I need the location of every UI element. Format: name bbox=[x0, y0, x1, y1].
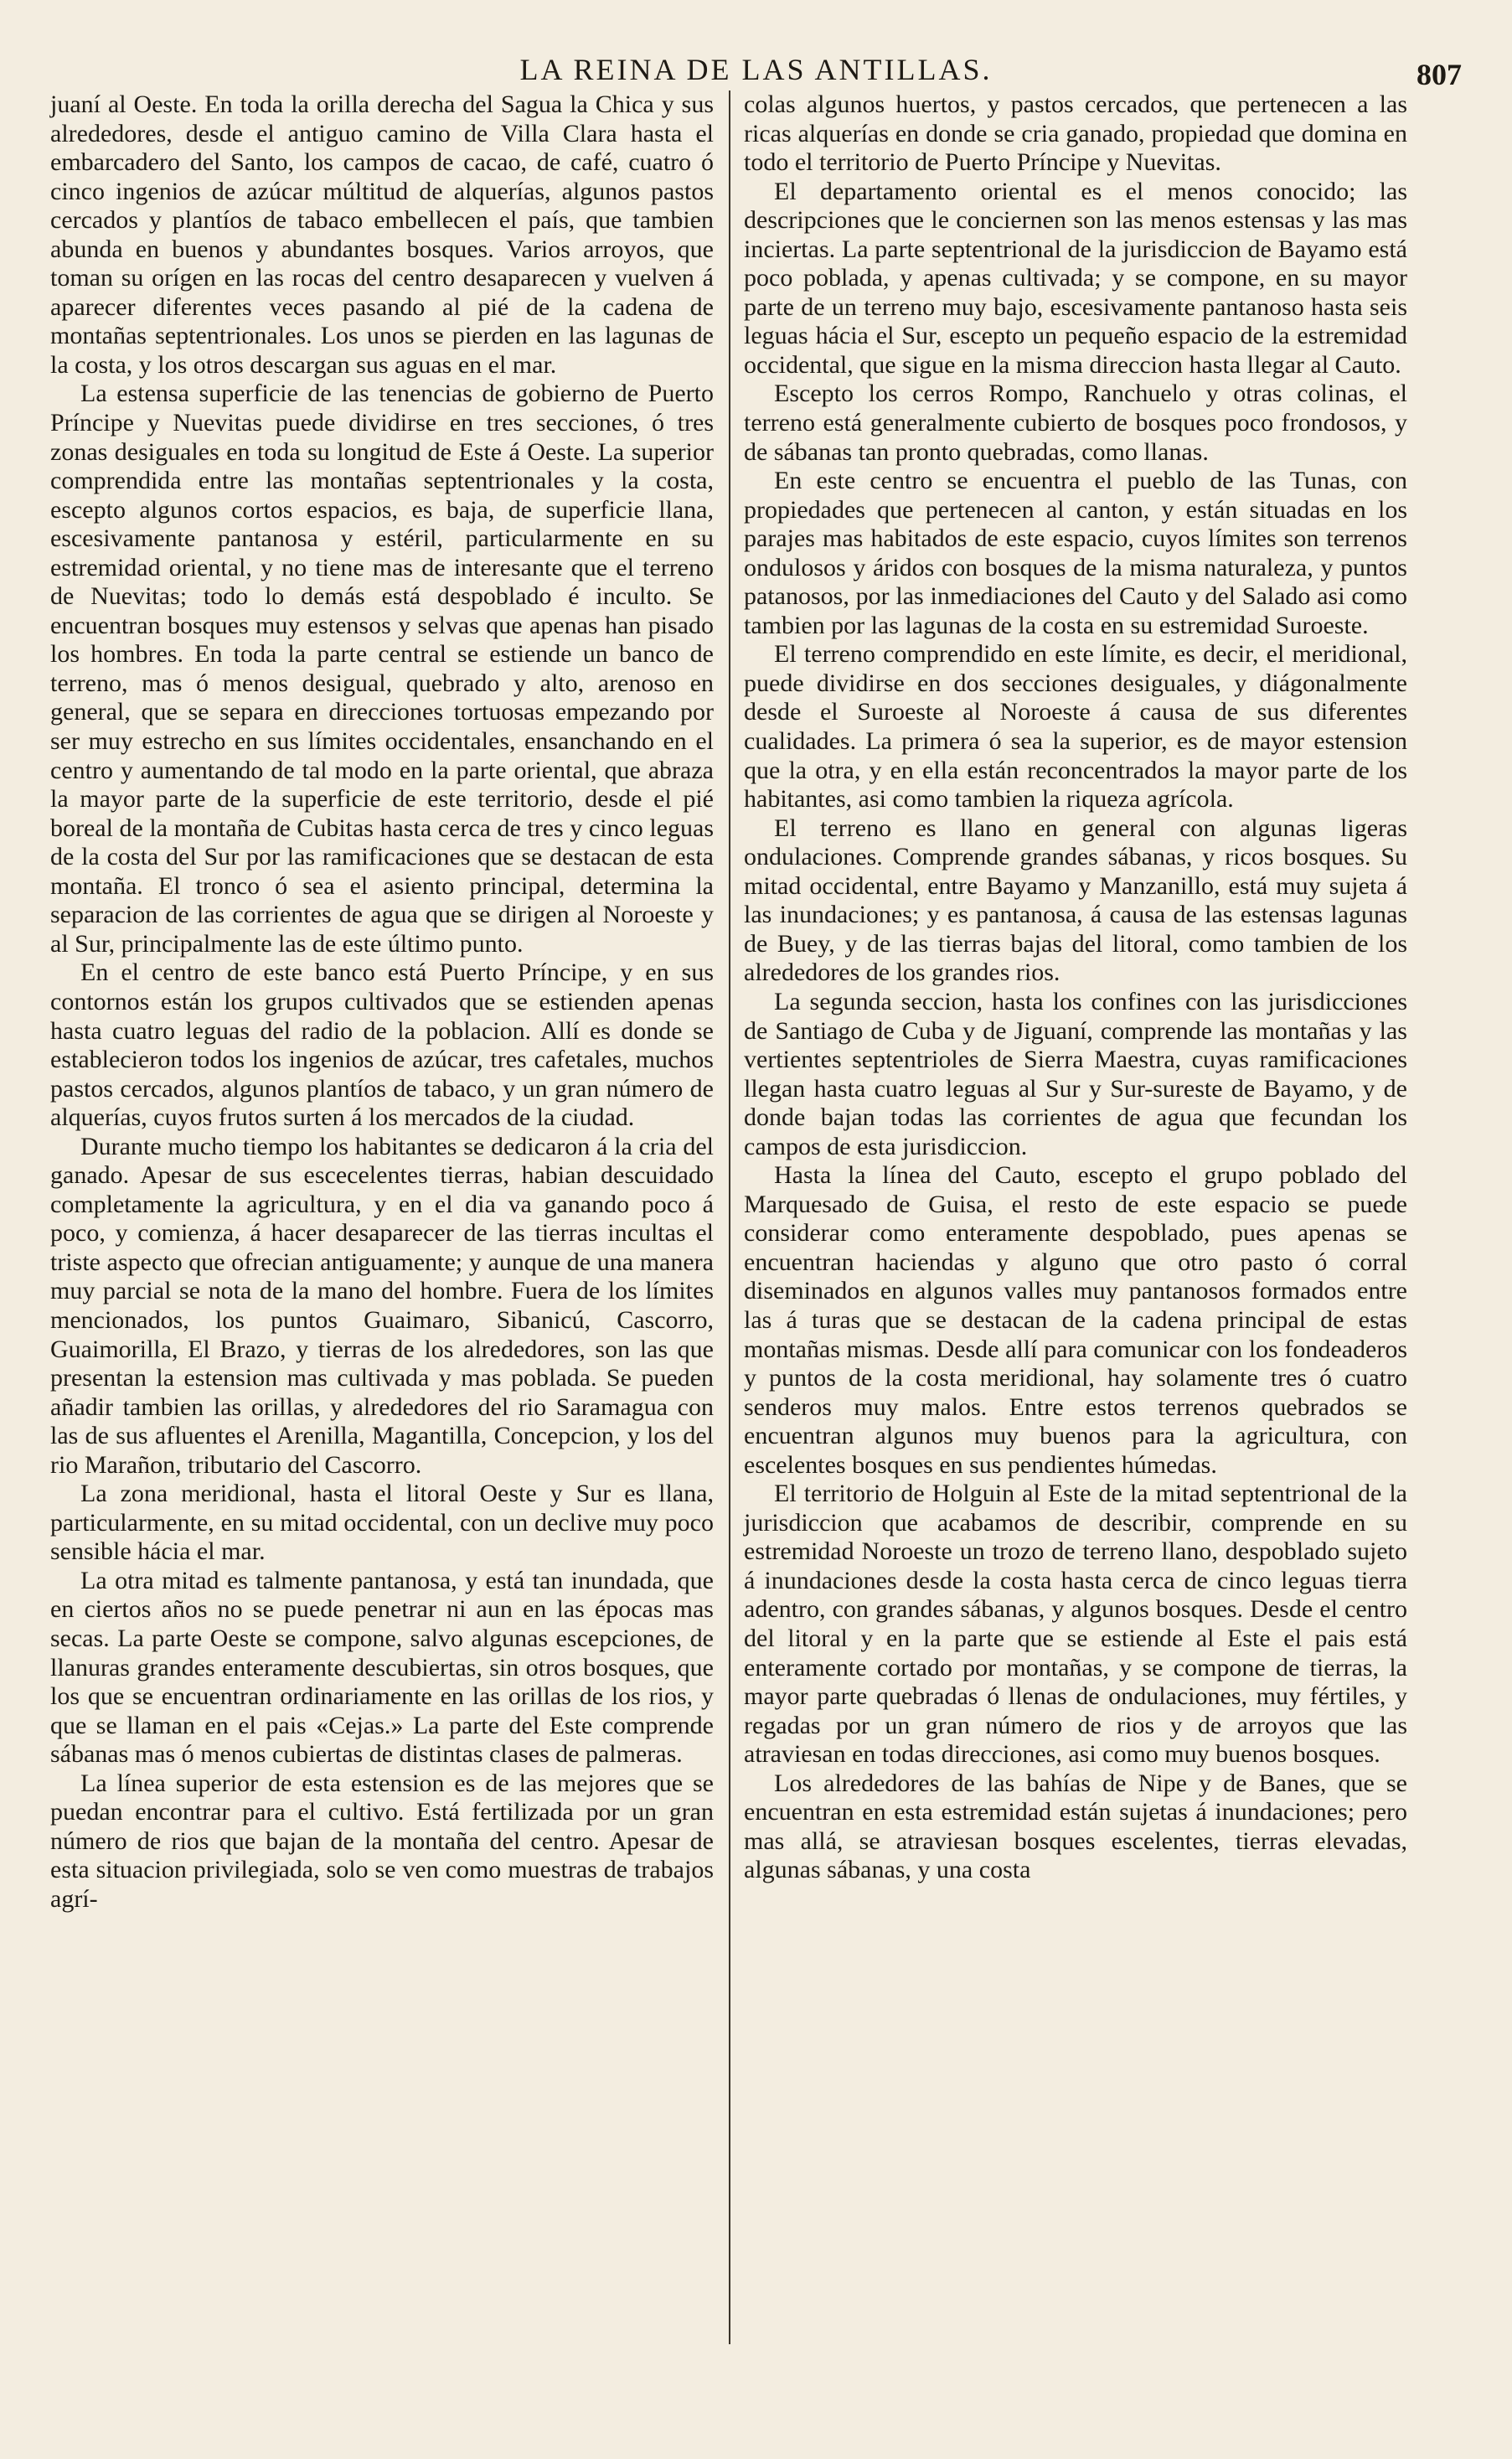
running-title: LA REINA DE LAS ANTILLAS. bbox=[519, 53, 993, 86]
page-header bbox=[50, 49, 1462, 90]
paragraph: La otra mitad es talmente pantanosa, y está tan inundada, que en ciertos años no se puede penetrar ni aun en las épocas mas secas. La parte Oeste se compone, salvo algunas escepciones, de llanuras grandes enteramente descubiertas, sin otros bosques, que los que se encuentran ordinariamente en las orillas de los rios, y que se llaman en el pais «Cejas.» La parte del Este comprende sábanas mas ó menos cubiertas de distintas clases de palmeras. bbox=[50, 1566, 714, 1769]
left-column bbox=[50, 90, 714, 1914]
paragraph: El terreno comprendido en este límite, es decir, el meridional, puede dividirse en dos secciones desiguales, y diágonalmente desde el Suroeste al Noroeste á causa de sus diferentes cualidades. La primera ó sea la superior, es de mayor estension que la otra, y en ella están reconcentrados la mayor parte de los habitantes, asi como tambien la riqueza agrícola. bbox=[744, 640, 1407, 814]
paragraph: El terreno es llano en general con algunas ligeras ondulaciones. Comprende grandes sábanas, y ricos bosques. Su mitad occidental, entre Bayamo y Manzanillo, está muy sujeta á las inundaciones; y es pantanosa, á causa de las estensas lagunas de Buey, y de las tierras bajas del litoral, como tambien de los alrededores de los grandes rios. bbox=[744, 814, 1407, 987]
paragraph: juaní al Oeste. En toda la orilla derecha del Sagua la Chica y sus alrededores, desde el antiguo camino de Villa Clara hasta el embarcadero del Santo, los campos de cacao, de café, cuatro ó cinco ingenios de azúcar múltitud de alquerías, algunos pastos cercados y plantíos de tabaco embellecen el país, que tambien abunda en buenos y abundantes bosques. Varios arroyos, que toman su orígen en las rocas del centro desaparecen y vuelven á aparecer diferentes veces pasando al pié de la cadena de montañas septentrionales. Los unos se pierden en las lagunas de la costa, y los otros descargan sus aguas en el mar. bbox=[50, 90, 714, 379]
paragraph: La segunda seccion, hasta los confines con las jurisdicciones de Santiago de Cuba y de Jiguaní, comprende las montañas y las vertientes septentrioles de Sierra Maestra, cuyas ramificaciones llegan hasta cuatro leguas al Sur y Sur-sureste de Bayamo, y de donde bajan todas las corrientes de agua que fecundan los campos de esta jurisdiccion. bbox=[744, 987, 1407, 1160]
paragraph: Los alrededores de las bahías de Nipe y de Banes, que se encuentran en esta estremidad están sujetas á inundaciones; pero mas allá, se atraviesan bosques escelentes, tierras elevadas, algunas sábanas, y una costa bbox=[744, 1769, 1407, 1884]
paragraph: La zona meridional, hasta el litoral Oeste y Sur es llana, particularmente, en su mitad occidental, con un declive muy poco sensible hácia el mar. bbox=[50, 1480, 714, 1566]
column-divider bbox=[729, 90, 730, 2344]
paragraph: colas algunos huertos, y pastos cercados, que pertenecen a las ricas alquerías en donde se cria ganado, propiedad que domina en todo el territorio de Puerto Príncipe y Nuevitas. bbox=[744, 90, 1407, 177]
text-columns bbox=[50, 90, 1462, 2353]
paragraph: En este centro se encuentra el pueblo de las Tunas, con propiedades que pertenecen al canton, y están situadas en los parajes mas habitados de este espacio, cuyos límites son terrenos ondulosos y áridos con bosques de la misma naturaleza, y puntos patanosos, por las inmediaciones del Cauto y del Salado asi como tambien por las lagunas de la costa en su estremidad Suroeste. bbox=[744, 467, 1407, 639]
right-column bbox=[744, 90, 1407, 1885]
paragraph: Hasta la línea del Cauto, escepto el grupo poblado del Marquesado de Guisa, el resto de este espacio se puede considerar como enteramente despoblado, pues apenas se encuentran haciendas y alguno que otro pasto ó corral diseminados en algunos valles muy pantanosos formados entre las á turas que se destacan de la cadena principal de estas montañas mismas. Desde allí para comunicar con los fondeaderos y puntos de la costa meridional, hay solamente tres ó cuatro senderos muy malos. Entre estos terrenos quebrados se encuentran algunos muy buenos para la agricultura, con escelentes bosques en sus pendientes húmedas. bbox=[744, 1161, 1407, 1479]
paragraph: El territorio de Holguin al Este de la mitad septentrional de la jurisdiccion que acabamos de describir, comprende en su estremidad Noroeste un trozo de terreno llano, despoblado sujeto á inundaciones desde la costa hasta cerca de cinco leguas tierra adentro, con grandes sábanas, y algunos bosques. Desde el centro del litoral y en la parte que se estiende al Este el pais está enteramente cortado por montañas, y se compone de tierras, la mayor parte quebradas ó llenas de ondulaciones, muy fértiles, y regadas por un gran número de rios y de arroyos que las atraviesan en todas direcciones, asi como muy buenos bosques. bbox=[744, 1480, 1407, 1769]
paragraph: La línea superior de esta estension es de las mejores que se puedan encontrar para el cultivo. Está fertilizada por un gran número de rios que bajan de la montaña del centro. Apesar de esta situacion privilegiada, solo se ven como muestras de trabajos agrí- bbox=[50, 1769, 714, 1913]
paragraph: Durante mucho tiempo los habitantes se dedicaron á la cria del ganado. Apesar de sus escecelentes tierras, habian descuidado completamente la agricultura, y en el dia va ganando poco á poco, y comienza, á hacer desaparecer de las tierras incultas el triste aspecto que ofrecian antiguamente; y aunque de una manera muy parcial se nota de la mano del hombre. Fuera de los límites mencionados, los puntos Guaimaro, Sibanicú, Cascorro, Guaimorilla, El Brazo, y tierras de los alrededores, son las que presentan la estension mas cultivada y mas poblada. Se pueden añadir tambien las orillas, y alrededores del rio Saramagua con las de sus afluentes el Arenilla, Magantilla, Concepcion, y los del rio Marañon, tributario del Cascorro. bbox=[50, 1132, 714, 1479]
paragraph: Escepto los cerros Rompo, Ranchuelo y otras colinas, el terreno está generalmente cubierto de bosques poco frondosos, y de sábanas tan pronto quebradas, como llanas. bbox=[744, 380, 1407, 466]
paragraph: La estensa superficie de las tenencias de gobierno de Puerto Príncipe y Nuevitas puede dividirse en tres secciones, ó tres zonas desiguales en toda su longitud de Este á Oeste. La superior comprendida entre las montañas septentrionales y la costa, escepto algunos cortos espacios, es baja, de superficie llana, escesivamente pantanosa y estéril, particularmente en su estremidad oriental, y no tiene mas de interesante que el terreno de Nuevitas; todo lo demás está despoblado é inculto. Se encuentran bosques muy estensos y selvas que apenas han pisado los hombres. En toda la parte central se estiende un banco de terreno, mas ó menos desigual, quebrado y alto, arenoso en general, que se separa en direcciones tortuosas empezando por ser muy estrecho en sus límites occidentales, ensanchando en el centro y aumentando de tal modo en la parte oriental, que abraza la mayor parte de la superficie de este territorio, desde el pié boreal de la montaña de Cubitas hasta cerca de tres y cinco leguas de la costa del Sur por las ramificaciones que se destacan de esta montaña. El tronco ó sea el asiento principal, determina la separacion de las corrientes de agua que se dirigen al Noroeste y al Sur, principalmente las de este último punto. bbox=[50, 380, 714, 958]
page-number: 807 bbox=[1417, 58, 1462, 91]
paragraph: En el centro de este banco está Puerto Príncipe, y en sus contornos están los grupos cultivados que se estienden apenas hasta cuatro leguas del radio de la poblacion. Allí es donde se establecieron todos los ingenios de azúcar, tres cafetales, muchos pastos cercados, algunos plantíos de tabaco, y un gran número de alquerías, cuyos frutos surten á los mercados de la ciudad. bbox=[50, 958, 714, 1132]
paragraph: El departamento oriental es el menos conocido; las descripciones que le conciernen son las menos estensas y las mas inciertas. La parte septentrional de la jurisdiccion de Bayamo está poco poblada, y apenas cultivada; y se compone, en su mayor parte de un terreno muy bajo, escesivamente pantanoso hasta seis leguas hácia el Sur, escepto un pequeño espacio de la estremidad occidental, que sigue en la misma direccion hasta llegar al Cauto. bbox=[744, 177, 1407, 379]
